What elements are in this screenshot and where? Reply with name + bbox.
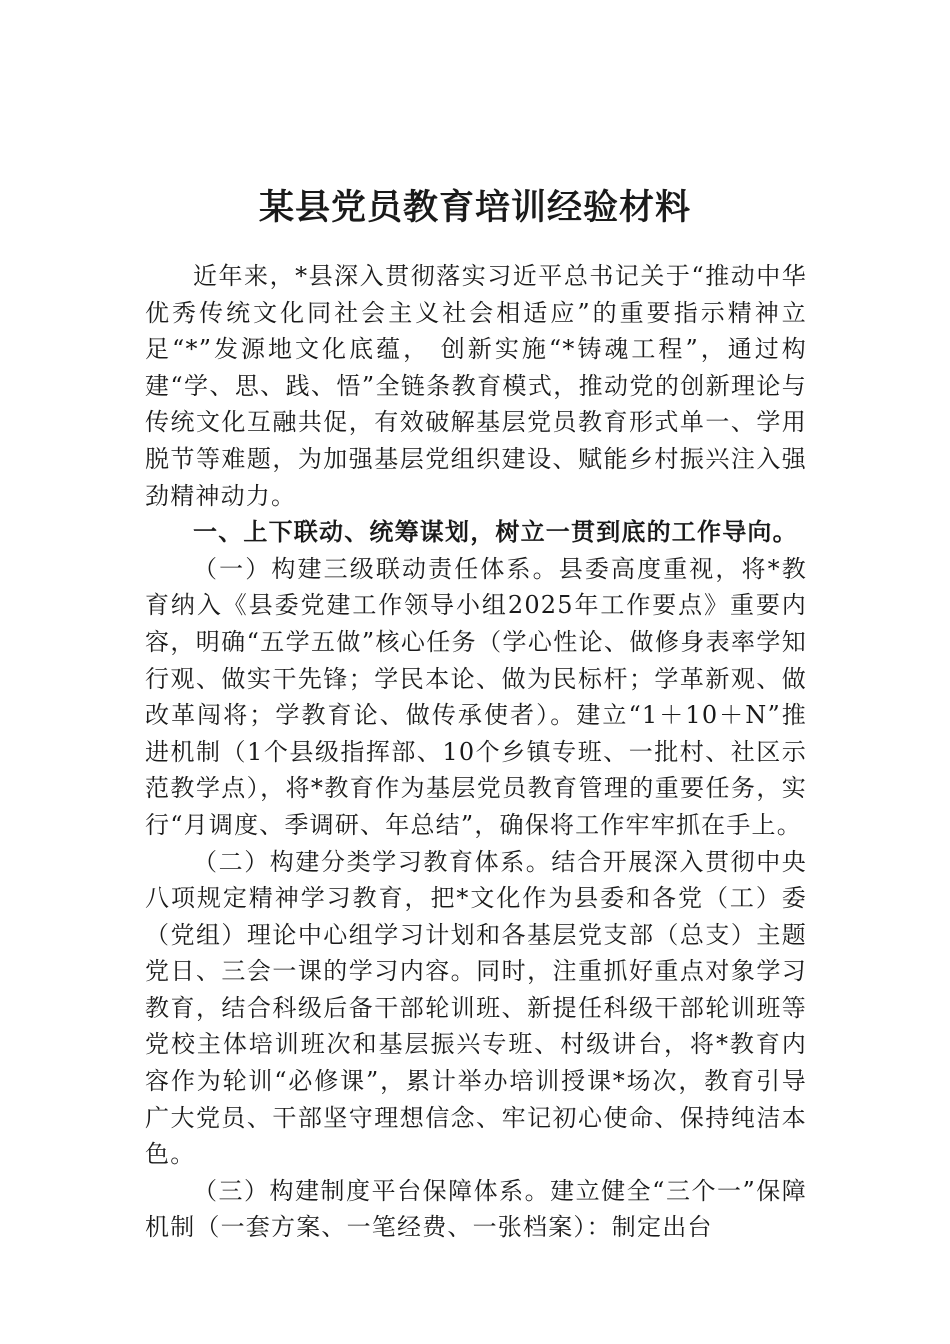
subsection-paragraph-3 <box>145 1173 807 1246</box>
subsection-lead: （三）构建制度平台保障体系。 <box>193 1176 551 1205</box>
subsection-text: 建立健全“三个一”保障机制（一套方案、一笔经费、一张档案）：制定出台 <box>145 1176 807 1242</box>
subsection-lead: （一）构建三级联动责任体系。 <box>193 554 559 583</box>
subsection-paragraph-1 <box>145 551 807 844</box>
subsection-paragraph-2 <box>145 844 807 1173</box>
section-heading-1 <box>145 514 807 551</box>
document-title: 某县党员教育培训经验材料 <box>258 187 691 229</box>
intro-paragraph <box>145 258 807 514</box>
subsection-text: 结合开展深入贯彻中央八项规定精神学习教育，把*文化作为县委和各党（工）委（党组）理论中心组学习计划和各基层党支部（总支）主题党日、三会一课的学习内容。同时，注重抓好重点对象学习教育，结合科级后备干部轮训班、新提任科级干部轮训班等党校主体培训班次和基层振兴专班、村级讲台，将*教育内容作为轮训“必修课”，累计举办培训授课*场次，教育引导广大党员、干部坚守理想信念、牢记初心使命、保持纯洁本色。 <box>145 847 808 1169</box>
subsection-lead: （二）构建分类学习教育体系。 <box>193 847 552 876</box>
document-body <box>145 258 807 1246</box>
subsection-text: 县委高度重视，将*教育纳入《县委党建工作领导小组2025年工作要点》重要内容，明确“五学五做”核心任务（学心性论、做修身表率学知行观、做实干先锋；学民本论、做为民标杆；学革新观、做改革闯将；学教育论、做传承使者）。建立“1＋10＋N”推进机制（1个县级指挥部、10个乡镇专班、一批村、社区示范教学点），将*教育作为基层党员教育管理的重要任务，实行“月调度、季调研、年总结”，确保将工作牢牢抓在手上。 <box>145 554 807 839</box>
section-heading-text: 一、上下联动、统筹谋划，树立一贯到底的工作导向。 <box>193 517 798 547</box>
intro-text: 近年来，*县深入贯彻落实习近平总书记关于“推动中华优秀传统文化同社会主义社会相适应”的重要指示精神立足“*”发源地文化底蕴， 创新实施“*铸魂工程”，通过构建“学、思、践、悟”全链条教育模式，推动党的创新理论与传统文化互融共促，有效破解基层党员教育形式单一、学用脱节等难题，为加强基层党组织建设、赋能乡村振兴注入强劲精神动力。 <box>145 262 807 510</box>
